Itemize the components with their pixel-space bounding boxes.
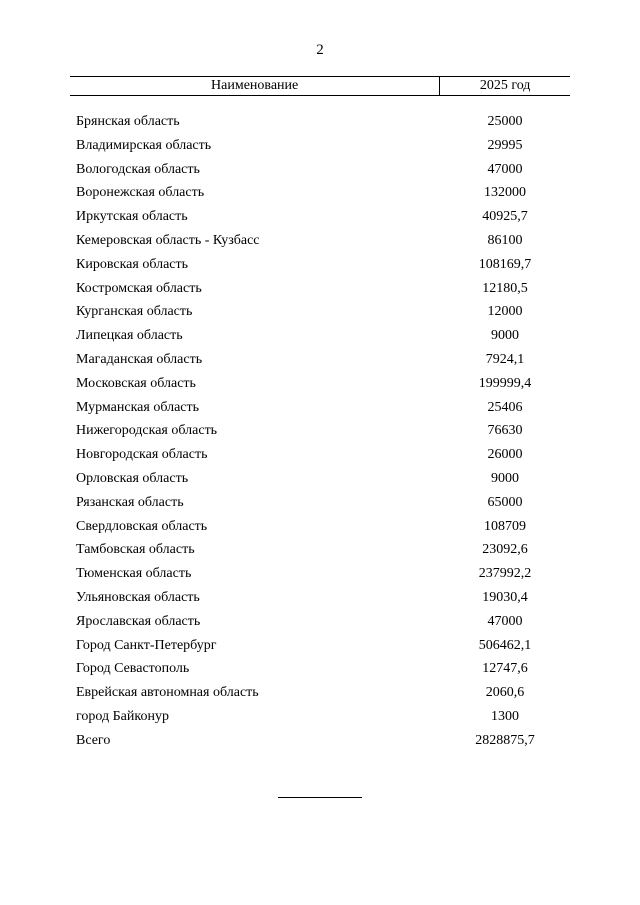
region-name: Кемеровская область - Кузбасс bbox=[76, 232, 260, 248]
region-name: Рязанская область bbox=[76, 494, 184, 510]
table-row bbox=[70, 634, 570, 658]
region-name: Мурманская область bbox=[76, 399, 200, 415]
region-value: 12747,6 bbox=[482, 661, 528, 677]
region-name: Город Санкт-Петербург bbox=[76, 637, 217, 653]
region-name: Иркутская область bbox=[76, 209, 188, 225]
region-name: Владимирская область bbox=[76, 137, 212, 153]
table-row bbox=[70, 443, 570, 467]
table-row bbox=[70, 372, 570, 396]
region-name: Воронежская область bbox=[76, 185, 205, 201]
region-value: 12180,5 bbox=[482, 280, 528, 296]
table-row bbox=[70, 562, 570, 586]
region-name: Тюменская область bbox=[76, 566, 192, 582]
table-row bbox=[70, 515, 570, 539]
region-value: 25406 bbox=[487, 399, 523, 415]
table-row bbox=[70, 253, 570, 277]
table-row bbox=[70, 729, 570, 753]
region-value: 23092,6 bbox=[482, 542, 528, 558]
region-name: Костромская область bbox=[76, 280, 202, 296]
table-row bbox=[70, 396, 570, 420]
table-row bbox=[70, 110, 570, 134]
allocation-table bbox=[70, 76, 570, 748]
table-row bbox=[70, 229, 570, 253]
region-value: 108169,7 bbox=[478, 256, 532, 272]
region-value: 7924,1 bbox=[485, 351, 525, 367]
table-body bbox=[70, 110, 570, 753]
region-name: Нижегородская область bbox=[76, 423, 218, 439]
region-name: Тамбовская область bbox=[76, 542, 195, 558]
table-row bbox=[70, 205, 570, 229]
region-value: 199999,4 bbox=[478, 375, 532, 391]
region-value: 26000 bbox=[487, 447, 523, 463]
table-row bbox=[70, 134, 570, 158]
region-value: 86100 bbox=[487, 232, 523, 248]
region-name: Магаданская область bbox=[76, 351, 203, 367]
table-row bbox=[70, 681, 570, 705]
region-value: 25000 bbox=[487, 114, 523, 129]
region-value: 47000 bbox=[487, 161, 523, 177]
column-header-name: Наименование bbox=[70, 77, 440, 95]
region-value: 506462,1 bbox=[478, 637, 532, 653]
region-name: Еврейская автономная область bbox=[76, 685, 259, 701]
table-row bbox=[70, 491, 570, 515]
region-name: Ярославская область bbox=[76, 613, 201, 629]
region-name: Московская область bbox=[76, 375, 196, 391]
table-row bbox=[70, 181, 570, 205]
page-number: 2 bbox=[316, 42, 324, 58]
column-header-year: 2025 год bbox=[479, 78, 531, 93]
region-value: 12000 bbox=[487, 304, 523, 320]
region-name: Ульяновская область bbox=[76, 589, 200, 605]
region-value: 1300 bbox=[491, 708, 519, 724]
table-row bbox=[70, 277, 570, 301]
table-row bbox=[70, 657, 570, 681]
table-row bbox=[70, 586, 570, 610]
region-value: 237992,2 bbox=[478, 566, 532, 582]
region-name: Вологодская область bbox=[76, 161, 200, 177]
region-name: Липецкая область bbox=[76, 328, 183, 344]
region-value: 9000 bbox=[491, 328, 519, 344]
region-name: Кировская область bbox=[76, 256, 189, 272]
table-header bbox=[70, 76, 570, 96]
region-name: Свердловская область bbox=[76, 518, 208, 534]
region-name: Новгородская область bbox=[76, 447, 208, 463]
table-row bbox=[70, 610, 570, 634]
region-name: Брянская область bbox=[76, 114, 180, 129]
region-name: Курганская область bbox=[76, 304, 193, 320]
table-row bbox=[70, 538, 570, 562]
end-divider bbox=[278, 797, 362, 798]
region-value: 65000 bbox=[487, 494, 523, 510]
table-row bbox=[70, 419, 570, 443]
region-value: 40925,7 bbox=[482, 209, 528, 225]
table-row bbox=[70, 324, 570, 348]
region-value: 76630 bbox=[487, 423, 523, 439]
table-row bbox=[70, 467, 570, 491]
region-name: Орловская область bbox=[76, 470, 189, 486]
region-value: 9000 bbox=[491, 470, 519, 486]
region-name: город Байконур bbox=[76, 708, 169, 724]
region-value: 2060,6 bbox=[485, 685, 525, 701]
region-value: 19030,4 bbox=[482, 589, 528, 605]
region-name: Всего bbox=[76, 732, 111, 748]
table-row bbox=[70, 705, 570, 729]
table-row bbox=[70, 158, 570, 182]
region-value: 108709 bbox=[484, 518, 526, 534]
region-value: 132000 bbox=[484, 185, 526, 201]
region-value: 2828875,7 bbox=[475, 732, 535, 748]
region-name: Город Севастополь bbox=[76, 661, 190, 677]
region-value: 29995 bbox=[487, 137, 523, 153]
region-value: 47000 bbox=[487, 613, 523, 629]
table-row bbox=[70, 348, 570, 372]
table-row bbox=[70, 300, 570, 324]
